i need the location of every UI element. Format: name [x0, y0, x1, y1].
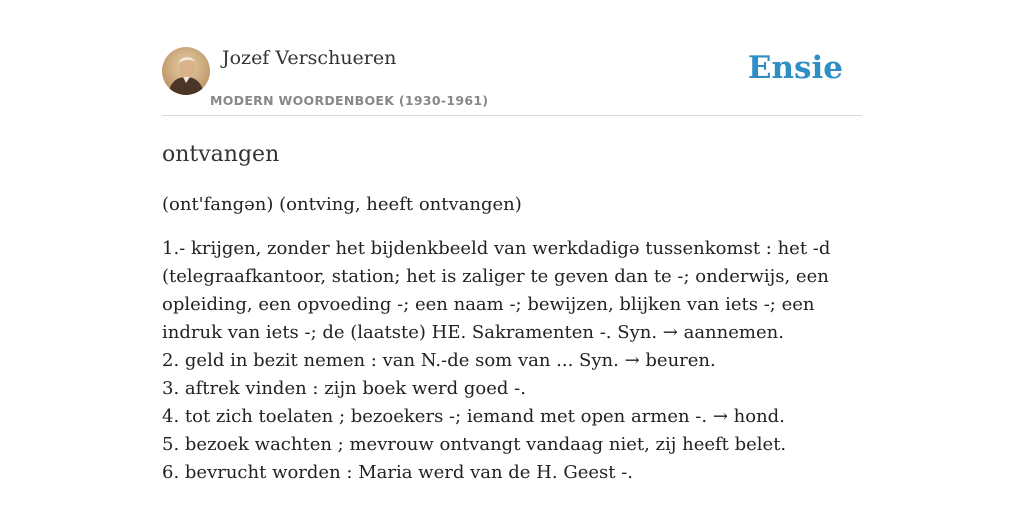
source-label: MODERN WOORDENBOEK (1930-1961)	[210, 93, 489, 108]
page-title: ontvangen	[162, 142, 280, 167]
definition-item: 3. aftrek vinden : zijn boek werd goed -.	[162, 378, 526, 399]
definition-item: 5. bezoek wachten ; mevrouw ontvangt vandaag niet, zij heeft belet.	[162, 434, 787, 455]
author-avatar[interactable]	[162, 47, 210, 95]
portrait-icon	[162, 47, 210, 95]
ensie-logo[interactable]: Ensie	[747, 50, 843, 86]
definition-item: 1.- krijgen, zonder het bijdenkbeeld van werkdadigə tussenkomst : het -d (telegraafkantoor, station; het is zaliger te geven dan te -; onderwijs, een opleiding, een opvoeding -; een naam -; bewijzen, blijken van iets -; een indruk van iets -; de (laatste) HE. Sakramenten -. Syn. → aannemen.	[162, 238, 831, 343]
definition-item: 4. tot zich toelaten ; bezoekers -; iemand met open armen -. → hond.	[162, 406, 785, 427]
definition-list	[162, 235, 862, 487]
header	[162, 40, 862, 116]
pronunciation: (ont'fangən) (ontving, heeft ontvangen)	[162, 194, 522, 215]
definition-item: 6. bevrucht worden : Maria werd van de H. Geest -.	[162, 462, 634, 483]
definition-item: 2. geld in bezit nemen : van N.-de som van ... Syn. → beuren.	[162, 350, 716, 371]
entry-card	[162, 40, 862, 487]
author-name[interactable]: Jozef Verschueren	[222, 47, 397, 69]
